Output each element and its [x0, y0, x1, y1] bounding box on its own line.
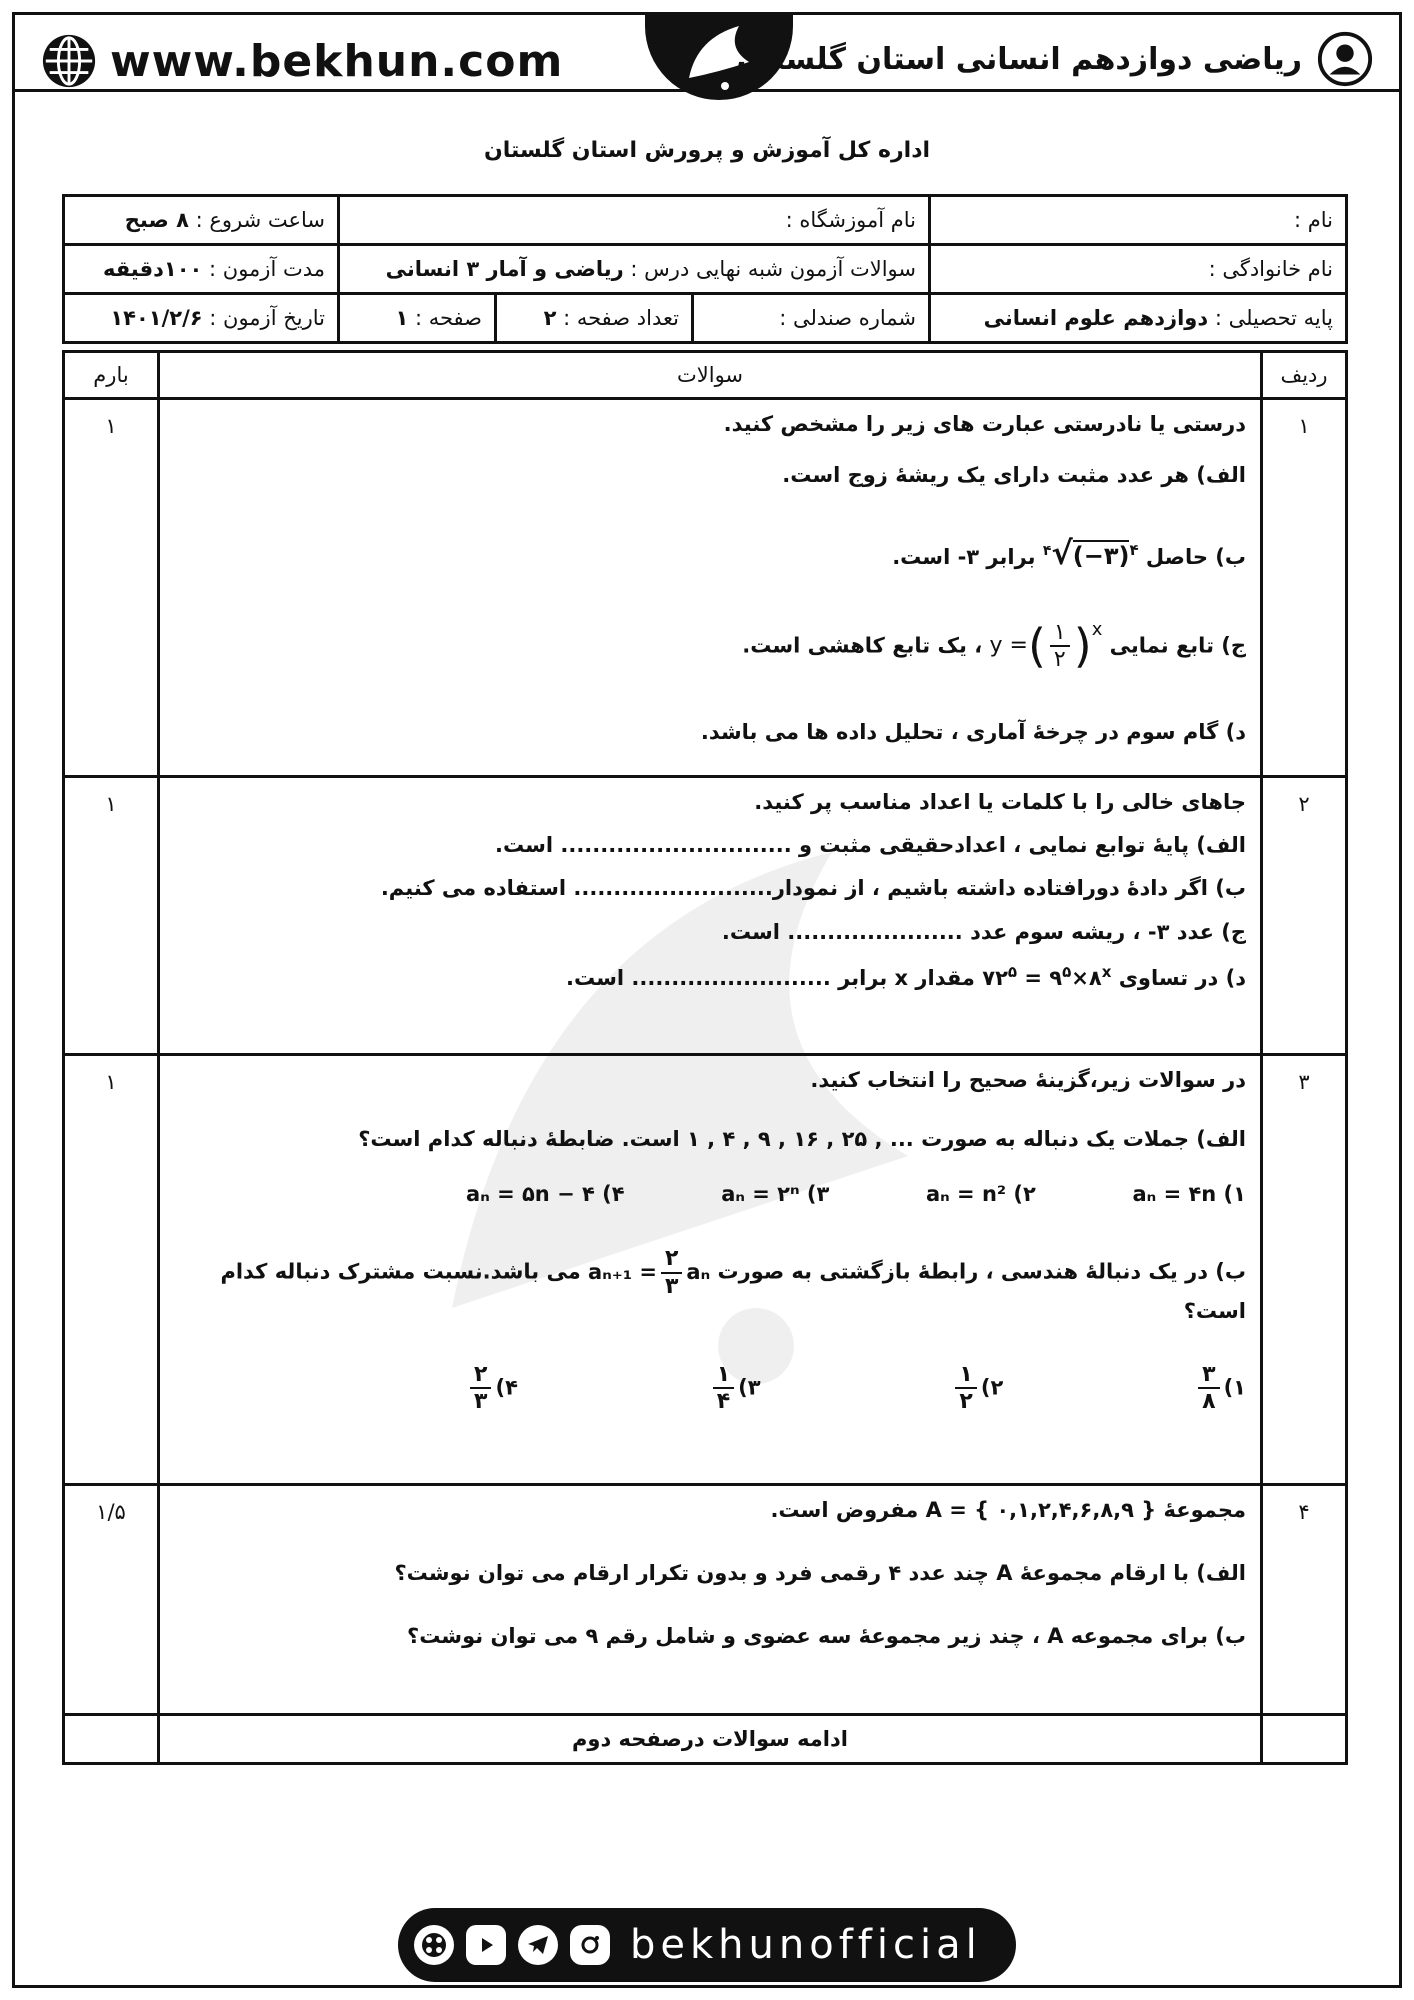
- question-score: ۱: [64, 1055, 159, 1485]
- question-title: مجموعهٔ A = { ۰,۱,۲,۴,۶,۸,۹ } مفروض است.: [770, 1498, 1246, 1522]
- eq-exp3: x: [1101, 962, 1112, 981]
- eq-exp2: ۵: [1062, 962, 1072, 981]
- fraction: [1050, 620, 1070, 673]
- recurrence: [588, 1246, 710, 1299]
- social-bar: [398, 1908, 1016, 1982]
- pages-label: تعداد صفحه :: [556, 306, 679, 330]
- school-label: نام آموزشگاه :: [785, 208, 916, 232]
- duration-value: ۱۰۰دقیقه: [102, 257, 203, 281]
- grade-cell: [930, 294, 1347, 343]
- question-number: ۳: [1262, 1055, 1347, 1485]
- recurrence-fraction: [661, 1246, 682, 1299]
- date-cell: [64, 294, 339, 343]
- question-title: درستی یا نادرستی عبارت های زیر را مشخص کنید.: [723, 412, 1246, 436]
- page-value: ۱: [395, 306, 409, 330]
- question-number: ۴: [1262, 1485, 1347, 1715]
- item-a-options: [466, 1182, 1246, 1206]
- exam-value: ریاضی و آمار ۳ انسانی: [385, 257, 624, 281]
- item-a: الف) جملات یک دنباله به صورت ... , ۲۵ , ۱۶ , ۹ , ۴ , ۱ است. ضابطهٔ دنباله کدام است؟: [358, 1127, 1246, 1152]
- question-row-1: [64, 399, 1347, 777]
- aparat-icon[interactable]: [414, 1925, 454, 1965]
- seat-label: شماره صندلی :: [779, 306, 916, 330]
- school-cell: [339, 196, 930, 245]
- denominator: ۸: [1202, 1389, 1216, 1415]
- option-1[interactable]: [1194, 1362, 1246, 1415]
- family-label: نام خانوادگی :: [1208, 257, 1333, 281]
- option-4[interactable]: [466, 1362, 518, 1415]
- footer-empty-num: [1262, 1715, 1347, 1764]
- item-c-prefix: ج) تابع نمایی: [1109, 633, 1246, 658]
- denominator: ۴: [716, 1389, 731, 1415]
- footer-empty-score: [64, 1715, 159, 1764]
- question-number: ۲: [1262, 777, 1347, 1055]
- option-key: ۳): [738, 1375, 761, 1400]
- question-number: ۱: [1262, 399, 1347, 777]
- option-3[interactable]: ۳) aₙ = ۲ⁿ: [721, 1182, 830, 1207]
- date-value: ۱۴۰۱/۲/۶: [110, 306, 203, 330]
- question-row-2: [64, 777, 1347, 1055]
- item-a: الف) پایهٔ توابع نمایی ، اعدادحقیقی مثبت و ............................. است.: [495, 833, 1246, 858]
- page-label: صفحه :: [408, 306, 482, 330]
- option-2[interactable]: [951, 1362, 1003, 1415]
- item-b-prefix: ب) در یک دنبالهٔ هندسی ، رابطهٔ بازگشتی به صورت: [717, 1260, 1246, 1285]
- option-4[interactable]: ۴) aₙ = ۵n − ۴: [466, 1182, 625, 1207]
- eq-base2: = ۹: [1017, 965, 1063, 990]
- item-b: ب) برای مجموعه A ، چند زیر مجموعهٔ سه عضوی و شامل رقم ۹ می توان نوشت؟: [407, 1624, 1246, 1649]
- question-score: ۱/۵: [64, 1485, 159, 1715]
- item-c-suffix: ، یک تابع کاهشی است.: [742, 633, 983, 658]
- continue-note: ادامه سوالات درصفحه دوم: [159, 1715, 1262, 1764]
- duration-cell: [64, 245, 339, 294]
- denominator: ۲: [1053, 647, 1066, 673]
- eq-base3: ×۸: [1071, 965, 1102, 990]
- option-key: ۲): [980, 1375, 1004, 1400]
- question-body: [159, 1055, 1262, 1485]
- option-2[interactable]: ۲) aₙ = n²: [925, 1182, 1036, 1207]
- grade-label: پایه تحصیلی :: [1208, 306, 1333, 330]
- name-label: نام :: [1294, 208, 1333, 232]
- pages-cell: [496, 294, 693, 343]
- option-key: ۴): [495, 1375, 518, 1400]
- name-cell: [930, 196, 1347, 245]
- item-d-prefix: د) در تساوی: [1118, 965, 1246, 990]
- numerator: ۳: [1198, 1362, 1219, 1389]
- duration-label: مدت آزمون :: [202, 257, 325, 281]
- page-cell: [339, 294, 496, 343]
- denominator: ۲: [959, 1389, 973, 1415]
- option-fraction: [955, 1362, 976, 1415]
- header-title: [737, 30, 1374, 88]
- item-c: ج) عدد ۳- ، ریشه سوم عدد ...................... است.: [721, 919, 1246, 944]
- eq-base1: ۷۲: [982, 965, 1008, 990]
- family-cell: [930, 245, 1347, 294]
- header-score: بارم: [64, 352, 159, 399]
- option-fraction: [713, 1362, 734, 1415]
- item-d: [174, 963, 1246, 991]
- item-b-suffix: برابر ۳- است.: [892, 545, 1036, 570]
- seat-cell: [693, 294, 930, 343]
- telegram-icon[interactable]: [518, 1925, 558, 1965]
- numerator: ۲: [661, 1246, 682, 1273]
- equation: [982, 963, 1111, 991]
- option-1[interactable]: ۱) aₙ = ۴n: [1132, 1182, 1246, 1207]
- question-score: ۱: [64, 777, 159, 1055]
- item-b: [174, 1246, 1246, 1324]
- question-title: جاهای خالی را با کلمات یا اعداد مناسب پر کنید.: [754, 790, 1246, 814]
- user-icon: [1316, 30, 1374, 88]
- numerator: ۱: [955, 1362, 976, 1389]
- item-c: [174, 619, 1246, 674]
- numerator: ۱: [713, 1362, 734, 1389]
- function-y: y =: [989, 633, 1028, 659]
- start-label: ساعت شروع :: [188, 208, 325, 232]
- footer-row: [64, 1715, 1347, 1764]
- exp-function: y = ( $\frac{۱}{۲}$ ) x: [989, 618, 1103, 673]
- option-fraction: [470, 1362, 491, 1415]
- option-fraction: [1198, 1362, 1219, 1415]
- start-value: ۸ صبح: [124, 208, 189, 232]
- question-body: [159, 399, 1262, 777]
- question-score: ۱: [64, 399, 159, 777]
- option-key: ۱): [1223, 1375, 1246, 1400]
- site-link[interactable]: [40, 32, 563, 90]
- question-row-3: [64, 1055, 1347, 1485]
- eq-exp1: ۵: [1007, 962, 1018, 981]
- pages-value: ۲: [543, 306, 557, 330]
- option-3[interactable]: [709, 1362, 761, 1415]
- site-url: www.bekhun.com: [110, 35, 564, 87]
- item-b: ب) اگر دادهٔ دورافتاده داشته باشیم ، از نمودار......................... استفاده می کنیم.: [380, 876, 1246, 901]
- denominator: ۳: [664, 1273, 679, 1299]
- questions-table: [62, 350, 1348, 1765]
- numerator: ۱: [1050, 620, 1070, 647]
- header-row-num: ردیف: [1262, 352, 1347, 399]
- item-a: الف) هر عدد مثبت دارای یک ریشهٔ زوج است.: [782, 463, 1246, 488]
- date-label: تاریخ آزمون :: [202, 306, 325, 330]
- exam-label: سوالات آزمون شبه نهایی درس :: [623, 257, 916, 281]
- recurrence-lhs: aₙ₊₁ =: [588, 1260, 657, 1285]
- office-name: اداره کل آموزش و پرورش استان گلستان: [483, 138, 931, 163]
- item-b-suffix: می باشد.نسبت مشترک دنباله کدام است؟: [220, 1260, 1246, 1323]
- start-cell: [64, 196, 339, 245]
- item-a: الف) با ارقام مجموعهٔ A چند عدد ۴ رقمی فرد و بدون تکرار ارقام می توان نوشت؟: [394, 1561, 1246, 1586]
- radicand-exponent: ۴: [1129, 541, 1139, 560]
- youtube-icon[interactable]: [466, 1925, 506, 1965]
- grade-value: دوازدهم علوم انسانی: [983, 306, 1209, 330]
- item-d-suffix: مقدار x برابر ......................... است.: [566, 965, 975, 990]
- item-b: [174, 534, 1246, 572]
- student-info-table: [62, 194, 1348, 344]
- header-questions: سوالات: [159, 352, 1262, 399]
- instagram-icon[interactable]: [570, 1925, 610, 1965]
- question-body: [159, 1485, 1262, 1715]
- top-bar: [12, 12, 1402, 92]
- exam-cell: [339, 245, 930, 294]
- recurrence-rhs: aₙ: [686, 1260, 711, 1285]
- item-b-prefix: ب) حاصل: [1145, 545, 1246, 570]
- question-row-4: [64, 1485, 1347, 1715]
- social-handle[interactable]: bekhunofficial: [630, 1922, 982, 1968]
- radicand: (−۳): [1072, 542, 1130, 571]
- question-title: در سوالات زیر،گزینهٔ صحیح را انتخاب کنید.: [810, 1068, 1246, 1092]
- root-index: ۴: [1042, 543, 1052, 560]
- root-expression: $^۴$√(−۳)$^۴$: [1042, 534, 1139, 573]
- globe-icon: [40, 32, 98, 90]
- item-d: د) گام سوم در چرخهٔ آماری ، تحلیل داده ها می باشد.: [700, 719, 1246, 744]
- item-b-options: [466, 1362, 1246, 1415]
- denominator: ۳: [474, 1389, 488, 1415]
- numerator: ۲: [470, 1362, 491, 1389]
- header-title-text: ریاضی دوازدهم انسانی استان گلستان: [736, 41, 1302, 77]
- exponent: x: [1091, 618, 1103, 640]
- question-body: [159, 777, 1262, 1055]
